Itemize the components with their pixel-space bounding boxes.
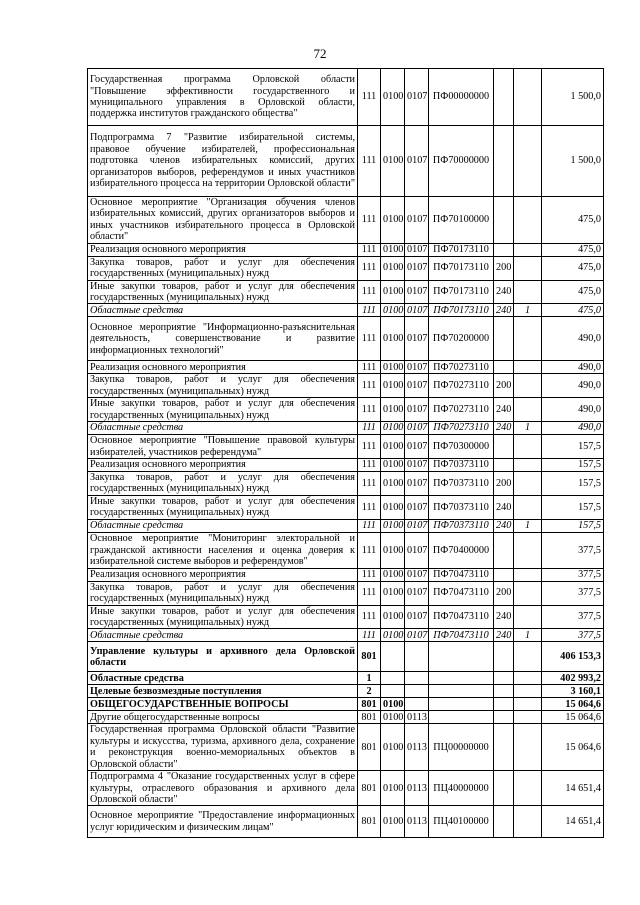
row-name: Иные закупки товаров, работ и услуг для обеспечения государственных (муниципальных) нужд: [88, 398, 358, 422]
row-amount: 14 651,4: [542, 806, 604, 838]
row-grbs-code: 111: [358, 495, 381, 519]
row-target-code: ПФ00000000: [429, 69, 494, 126]
table-row: [88, 361, 604, 374]
row-subsection-code: 0107: [405, 605, 429, 629]
row-name: Реализация основного мероприятия: [88, 459, 358, 472]
row-grbs-code: 111: [358, 69, 381, 126]
row-expense-type-code: [494, 361, 514, 374]
row-section-code: [381, 672, 405, 685]
row-target-code: ПФ70300000: [429, 435, 494, 459]
row-target-code: ПФ70000000: [429, 126, 494, 197]
row-source-code: [514, 280, 542, 304]
row-section-code: 0100: [381, 771, 405, 806]
row-source-code: [514, 711, 542, 724]
row-grbs-code: 801: [358, 724, 381, 771]
row-name: Целевые безвозмездные поступления: [88, 685, 358, 698]
row-section-code: 0100: [381, 698, 405, 711]
row-section-code: 0100: [381, 304, 405, 317]
row-grbs-code: 111: [358, 472, 381, 496]
row-name: Закупка товаров, работ и услуг для обеспечения государственных (муниципальных) нужд: [88, 256, 358, 280]
row-target-code: ПФ70373110: [429, 495, 494, 519]
row-target-code: ПФ70400000: [429, 532, 494, 568]
row-name: Реализация основного мероприятия: [88, 568, 358, 581]
row-name: Реализация основного мероприятия: [88, 361, 358, 374]
row-expense-type-code: [494, 435, 514, 459]
table-row: [88, 472, 604, 496]
table-row: [88, 771, 604, 806]
table-row: [88, 495, 604, 519]
row-subsection-code: 0107: [405, 581, 429, 605]
row-name: Основное мероприятие "Информационно-разъяснительная деятельность, совершенствование и развитие информационных технологий": [88, 317, 358, 361]
table-row: [88, 698, 604, 711]
row-subsection-code: 0107: [405, 532, 429, 568]
row-source-code: [514, 532, 542, 568]
table-row: [88, 711, 604, 724]
table-row: [88, 422, 604, 435]
row-expense-type-code: 240: [494, 422, 514, 435]
row-amount: 377,5: [542, 629, 604, 642]
row-section-code: 0100: [381, 280, 405, 304]
row-amount: 14 651,4: [542, 771, 604, 806]
row-grbs-code: 111: [358, 256, 381, 280]
table-row: [88, 398, 604, 422]
row-source-code: [514, 672, 542, 685]
row-target-code: ПФ70200000: [429, 317, 494, 361]
row-source-code: [514, 317, 542, 361]
row-target-code: ПЦ40100000: [429, 806, 494, 838]
row-section-code: 0100: [381, 711, 405, 724]
row-expense-type-code: [494, 126, 514, 197]
row-section-code: [381, 685, 405, 698]
row-grbs-code: 111: [358, 422, 381, 435]
row-expense-type-code: [494, 459, 514, 472]
row-amount: 157,5: [542, 519, 604, 532]
row-subsection-code: 0107: [405, 495, 429, 519]
row-amount: 1 500,0: [542, 126, 604, 197]
row-source-code: [514, 495, 542, 519]
row-amount: 377,5: [542, 605, 604, 629]
row-expense-type-code: 240: [494, 495, 514, 519]
row-grbs-code: 111: [358, 581, 381, 605]
row-amount: 490,0: [542, 317, 604, 361]
row-grbs-code: 111: [358, 459, 381, 472]
row-source-code: [514, 698, 542, 711]
row-grbs-code: 2: [358, 685, 381, 698]
row-source-code: [514, 581, 542, 605]
row-name: Основное мероприятие "Мониторинг электоральной и гражданской активности населения и оценка доверия к избирательной системе выборов и референдумов": [88, 532, 358, 568]
table-row: [88, 519, 604, 532]
row-expense-type-code: 240: [494, 398, 514, 422]
row-grbs-code: 111: [358, 243, 381, 256]
row-section-code: 0100: [381, 317, 405, 361]
row-subsection-code: 0113: [405, 711, 429, 724]
row-expense-type-code: [494, 698, 514, 711]
row-name: Закупка товаров, работ и услуг для обеспечения государственных (муниципальных) нужд: [88, 374, 358, 398]
row-amount: 157,5: [542, 495, 604, 519]
row-section-code: 0100: [381, 422, 405, 435]
row-target-code: ПФ70473110: [429, 568, 494, 581]
row-target-code: ПФ70473110: [429, 629, 494, 642]
row-target-code: ПЦ00000000: [429, 724, 494, 771]
table-row: [88, 685, 604, 698]
row-grbs-code: 801: [358, 698, 381, 711]
row-source-code: [514, 256, 542, 280]
row-section-code: 0100: [381, 519, 405, 532]
row-subsection-code: 0107: [405, 197, 429, 244]
row-target-code: ПФ70173110: [429, 304, 494, 317]
table-row: [88, 304, 604, 317]
row-amount: 490,0: [542, 398, 604, 422]
row-target-code: ПФ70373110: [429, 459, 494, 472]
row-target-code: ПФ70273110: [429, 374, 494, 398]
row-expense-type-code: 240: [494, 519, 514, 532]
row-name: Иные закупки товаров, работ и услуг для обеспечения государственных (муниципальных) нужд: [88, 280, 358, 304]
row-amount: 475,0: [542, 256, 604, 280]
row-grbs-code: 801: [358, 771, 381, 806]
row-section-code: 0100: [381, 361, 405, 374]
row-amount: 490,0: [542, 422, 604, 435]
row-source-code: [514, 374, 542, 398]
row-target-code: ПФ70273110: [429, 398, 494, 422]
row-section-code: 0100: [381, 374, 405, 398]
row-amount: 157,5: [542, 459, 604, 472]
row-grbs-code: 111: [358, 280, 381, 304]
table-row: [88, 459, 604, 472]
table-row: [88, 672, 604, 685]
row-expense-type-code: [494, 317, 514, 361]
page-number: 72: [313, 46, 327, 61]
row-section-code: 0100: [381, 806, 405, 838]
row-grbs-code: 111: [358, 519, 381, 532]
row-amount: 475,0: [542, 243, 604, 256]
table-row: [88, 806, 604, 838]
row-expense-type-code: [494, 243, 514, 256]
row-subsection-code: 0107: [405, 422, 429, 435]
row-expense-type-code: 200: [494, 256, 514, 280]
row-section-code: 0100: [381, 581, 405, 605]
row-subsection-code: 0113: [405, 771, 429, 806]
row-expense-type-code: [494, 806, 514, 838]
row-target-code: ПФ70100000: [429, 197, 494, 244]
table-row: [88, 69, 604, 126]
row-name: Областные средства: [88, 304, 358, 317]
row-subsection-code: 0107: [405, 398, 429, 422]
table-row: [88, 197, 604, 244]
row-grbs-code: 111: [358, 435, 381, 459]
row-target-code: ПФ70473110: [429, 581, 494, 605]
row-expense-type-code: 240: [494, 605, 514, 629]
row-expense-type-code: [494, 69, 514, 126]
row-subsection-code: 0113: [405, 724, 429, 771]
row-section-code: 0100: [381, 459, 405, 472]
table-row: [88, 724, 604, 771]
row-subsection-code: 0107: [405, 304, 429, 317]
row-amount: 490,0: [542, 361, 604, 374]
row-source-code: [514, 197, 542, 244]
row-name: Областные средства: [88, 422, 358, 435]
row-expense-type-code: 200: [494, 472, 514, 496]
row-subsection-code: 0107: [405, 459, 429, 472]
row-expense-type-code: [494, 711, 514, 724]
row-expense-type-code: [494, 685, 514, 698]
row-section-code: 0100: [381, 629, 405, 642]
row-source-code: [514, 435, 542, 459]
row-name: Основное мероприятие "Организация обучения членов избирательных комиссий, других организаторов выборов и иных участников избирательного процесса в Орловской области": [88, 197, 358, 244]
row-section-code: 0100: [381, 435, 405, 459]
row-amount: 402 993,2: [542, 672, 604, 685]
table-row: [88, 581, 604, 605]
row-target-code: ПФ70173110: [429, 243, 494, 256]
row-section-code: 0100: [381, 256, 405, 280]
table-row: [88, 605, 604, 629]
row-source-code: [514, 69, 542, 126]
row-subsection-code: 0107: [405, 629, 429, 642]
row-grbs-code: 111: [358, 197, 381, 244]
row-grbs-code: 111: [358, 317, 381, 361]
row-expense-type-code: [494, 642, 514, 672]
row-section-code: 0100: [381, 605, 405, 629]
table-row: [88, 568, 604, 581]
table-row: [88, 532, 604, 568]
row-section-code: 0100: [381, 69, 405, 126]
row-name: Основное мероприятие "Предоставление информационных услуг юридическим и физическим лицам": [88, 806, 358, 838]
table-row: [88, 317, 604, 361]
table-row: [88, 374, 604, 398]
row-source-code: [514, 806, 542, 838]
row-section-code: 0100: [381, 126, 405, 197]
table-body: [88, 69, 604, 838]
row-name: Подпрограмма 4 "Оказание государственных услуг в сфере культуры, отраслевого образования и архивного дела Орловской области": [88, 771, 358, 806]
row-source-code: 1: [514, 422, 542, 435]
row-grbs-code: 1: [358, 672, 381, 685]
row-grbs-code: 111: [358, 568, 381, 581]
row-target-code: ПФ70173110: [429, 280, 494, 304]
row-source-code: 1: [514, 304, 542, 317]
row-amount: 490,0: [542, 374, 604, 398]
row-amount: 15 064,6: [542, 724, 604, 771]
row-name: Закупка товаров, работ и услуг для обеспечения государственных (муниципальных) нужд: [88, 472, 358, 496]
table-row: [88, 642, 604, 672]
row-expense-type-code: [494, 532, 514, 568]
row-subsection-code: 0113: [405, 806, 429, 838]
row-name: Закупка товаров, работ и услуг для обеспечения государственных (муниципальных) нужд: [88, 581, 358, 605]
row-source-code: [514, 771, 542, 806]
table-row: [88, 629, 604, 642]
row-name: Другие общегосударственные вопросы: [88, 711, 358, 724]
row-subsection-code: 0107: [405, 69, 429, 126]
row-subsection-code: 0107: [405, 126, 429, 197]
row-amount: 377,5: [542, 568, 604, 581]
row-grbs-code: 801: [358, 711, 381, 724]
row-source-code: [514, 568, 542, 581]
row-name: Областные средства: [88, 672, 358, 685]
row-grbs-code: 801: [358, 642, 381, 672]
row-source-code: [514, 243, 542, 256]
row-section-code: 0100: [381, 495, 405, 519]
row-source-code: [514, 724, 542, 771]
table-row: [88, 256, 604, 280]
row-amount: 157,5: [542, 435, 604, 459]
row-grbs-code: 111: [358, 629, 381, 642]
row-name: Областные средства: [88, 629, 358, 642]
row-name: Реализация основного мероприятия: [88, 243, 358, 256]
row-source-code: [514, 685, 542, 698]
row-target-code: [429, 642, 494, 672]
row-amount: 15 064,6: [542, 698, 604, 711]
row-name: Основное мероприятие "Повышение правовой культуры избирателей, участников референдума": [88, 435, 358, 459]
row-subsection-code: 0107: [405, 472, 429, 496]
row-amount: 377,5: [542, 532, 604, 568]
row-target-code: [429, 711, 494, 724]
row-section-code: 0100: [381, 197, 405, 244]
row-subsection-code: [405, 698, 429, 711]
row-grbs-code: 801: [358, 806, 381, 838]
row-expense-type-code: [494, 724, 514, 771]
row-target-code: ПЦ40000000: [429, 771, 494, 806]
row-amount: 406 153,3: [542, 642, 604, 672]
row-grbs-code: 111: [358, 126, 381, 197]
row-subsection-code: 0107: [405, 519, 429, 532]
row-target-code: ПФ70473110: [429, 605, 494, 629]
row-target-code: ПФ70173110: [429, 256, 494, 280]
row-amount: 377,5: [542, 581, 604, 605]
row-name: Иные закупки товаров, работ и услуг для обеспечения государственных (муниципальных) нужд: [88, 605, 358, 629]
row-grbs-code: 111: [358, 398, 381, 422]
row-subsection-code: 0107: [405, 243, 429, 256]
row-subsection-code: [405, 642, 429, 672]
row-amount: 475,0: [542, 280, 604, 304]
row-section-code: 0100: [381, 532, 405, 568]
table-row: [88, 126, 604, 197]
row-amount: 15 064,6: [542, 711, 604, 724]
row-section-code: 0100: [381, 724, 405, 771]
row-section-code: 0100: [381, 398, 405, 422]
row-subsection-code: 0107: [405, 256, 429, 280]
row-name: ОБЩЕГОСУДАРСТВЕННЫЕ ВОПРОСЫ: [88, 698, 358, 711]
budget-table: [87, 68, 604, 838]
row-amount: 1 500,0: [542, 69, 604, 126]
row-target-code: ПФ70373110: [429, 472, 494, 496]
row-expense-type-code: 240: [494, 280, 514, 304]
row-target-code: ПФ70373110: [429, 519, 494, 532]
row-name: Подпрограмма 7 "Развитие избирательной системы, правовое обучение избирателей, профессиональная подготовка членов избирательных комиссий, других организаторов выборов, референдумов и иных участников избирательного процесса на территории Орловской области": [88, 126, 358, 197]
row-amount: 157,5: [542, 472, 604, 496]
row-amount: 475,0: [542, 197, 604, 244]
row-expense-type-code: 200: [494, 374, 514, 398]
row-name: Управление культуры и архивного дела Орловской области: [88, 642, 358, 672]
row-source-code: [514, 126, 542, 197]
row-subsection-code: [405, 685, 429, 698]
row-expense-type-code: [494, 672, 514, 685]
row-subsection-code: 0107: [405, 361, 429, 374]
row-target-code: [429, 698, 494, 711]
row-expense-type-code: 240: [494, 304, 514, 317]
row-name: Иные закупки товаров, работ и услуг для обеспечения государственных (муниципальных) нужд: [88, 495, 358, 519]
row-source-code: [514, 398, 542, 422]
row-subsection-code: 0107: [405, 374, 429, 398]
row-target-code: ПФ70273110: [429, 361, 494, 374]
row-source-code: [514, 459, 542, 472]
row-amount: 3 160,1: [542, 685, 604, 698]
table-row: [88, 280, 604, 304]
row-name: Государственная программа Орловской области "Развитие культуры и искусства, туризма, архивного дела, сохранение и реконструкция военно-мемориальных объектов в Орловской области": [88, 724, 358, 771]
row-expense-type-code: [494, 568, 514, 581]
row-target-code: ПФ70273110: [429, 422, 494, 435]
row-source-code: [514, 472, 542, 496]
row-name: Областные средства: [88, 519, 358, 532]
row-target-code: [429, 672, 494, 685]
row-section-code: [381, 642, 405, 672]
row-subsection-code: [405, 672, 429, 685]
row-grbs-code: 111: [358, 374, 381, 398]
row-expense-type-code: 240: [494, 629, 514, 642]
row-amount: 475,0: [542, 304, 604, 317]
row-source-code: [514, 605, 542, 629]
row-source-code: [514, 361, 542, 374]
row-grbs-code: 111: [358, 361, 381, 374]
row-section-code: 0100: [381, 243, 405, 256]
row-expense-type-code: [494, 197, 514, 244]
row-target-code: [429, 685, 494, 698]
row-grbs-code: 111: [358, 605, 381, 629]
row-source-code: [514, 642, 542, 672]
row-subsection-code: 0107: [405, 280, 429, 304]
row-expense-type-code: [494, 771, 514, 806]
row-section-code: 0100: [381, 568, 405, 581]
table-row: [88, 435, 604, 459]
row-source-code: 1: [514, 519, 542, 532]
row-subsection-code: 0107: [405, 317, 429, 361]
row-section-code: 0100: [381, 472, 405, 496]
row-source-code: 1: [514, 629, 542, 642]
row-name: Государственная программа Орловской области "Повышение эффективности государственного и муниципального управления в Орловской области, поддержка институтов гражданского общества": [88, 69, 358, 126]
table-row: [88, 243, 604, 256]
row-grbs-code: 111: [358, 304, 381, 317]
row-subsection-code: 0107: [405, 435, 429, 459]
row-expense-type-code: 200: [494, 581, 514, 605]
row-subsection-code: 0107: [405, 568, 429, 581]
row-grbs-code: 111: [358, 532, 381, 568]
